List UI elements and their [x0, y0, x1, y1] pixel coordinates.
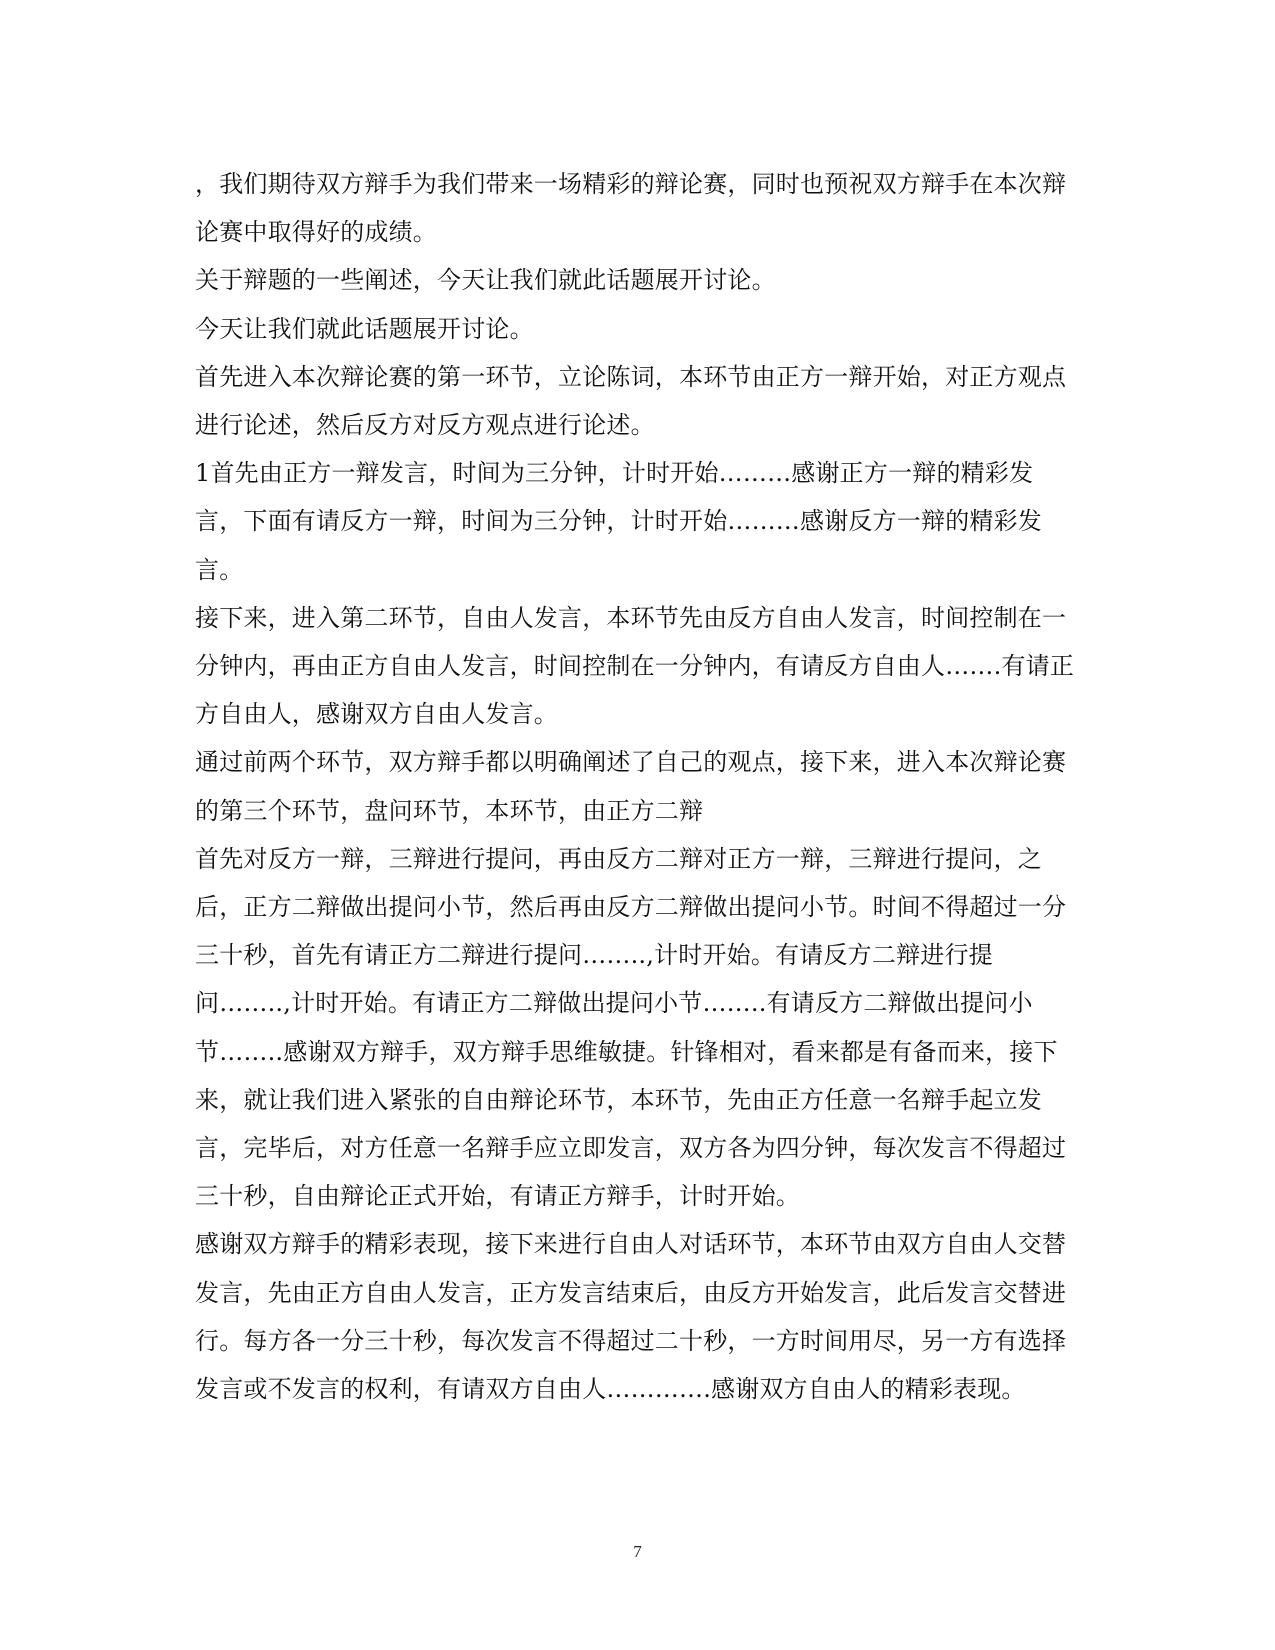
paragraph-third-round: 通过前两个环节，双方辩手都以明确阐述了自己的观点，接下来，进入本次辩论赛的第三个环节，盘问环节，本环节，由正方二辩 — [195, 748, 1067, 825]
paragraph-opening-statements: 1首先由正方一辩发言，时间为三分钟，计时开始………感谢正方一辩的精彩发言，下面有请反方一辩，时间为三分钟，计时开始………感谢反方一辩的精彩发言。 — [195, 459, 1042, 584]
paragraph-closing-remarks: ，我们期待双方辩手为我们带来一场精彩的辩论赛，同时也预祝双方辩手在本次辩论赛中取得好的成绩。 — [195, 170, 1067, 247]
paragraph-cross-examination: 首先对反方一辩，三辩进行提问，再由反方二辩对正方一辩，三辩进行提问，之后，正方二辩做出提问小节，然后再由反方二辩做出提问小节。时间不得超过一分三十秒，首先有请正方二辩进行提问……..,计时开始。有请反方二辩进行提问……..,计时开始。有请正方二辩做出提问小节……..有请反方二辩做出提问小节……..感谢双方辩手，双方辩手思维敏捷。针锋相对，看来都是有备而来，接下来，就让我们进入紧张的自由辩论环节，本环节，先由正方任意一名辩手起立发言，完毕后，对方任意一名辩手应立即发言，双方各为四分钟，每次发言不得超过三十秒，自由辩论正式开始，有请正方辩手，计时开始。 — [195, 844, 1067, 1211]
paragraph-free-dialogue: 感谢双方辩手的精彩表现，接下来进行自由人对话环节，本环节由双方自由人交替发言，先由正方自由人发言，正方发言结束后，由反方开始发言，此后发言交替进行。每方各一分三十秒，每次发言不得超过二十秒，一方时间用尽，另一方有选择发言或不发言的权利，有请双方自由人………….感谢双方自由人的精彩表现。 — [195, 1230, 1067, 1404]
body-text — [195, 160, 1080, 1413]
paragraph-second-round: 接下来，进入第二环节，自由人发言，本环节先由反方自由人发言，时间控制在一分钟内，再由正方自由人发言，时间控制在一分钟内，有请反方自由人…….有请正方自由人，感谢双方自由人发言。 — [195, 603, 1075, 729]
paragraph-topic-intro: 关于辩题的一些阐述，今天让我们就此话题展开讨论。 — [195, 266, 776, 295]
page-number: 7 — [633, 1542, 642, 1561]
paragraph-topic-discussion: 今天让我们就此话题展开讨论。 — [195, 314, 534, 343]
paragraph-first-round: 首先进入本次辩论赛的第一环节，立论陈词，本环节由正方一辩开始，对正方观点进行论述，然后反方对反方观点进行论述。 — [195, 362, 1067, 440]
